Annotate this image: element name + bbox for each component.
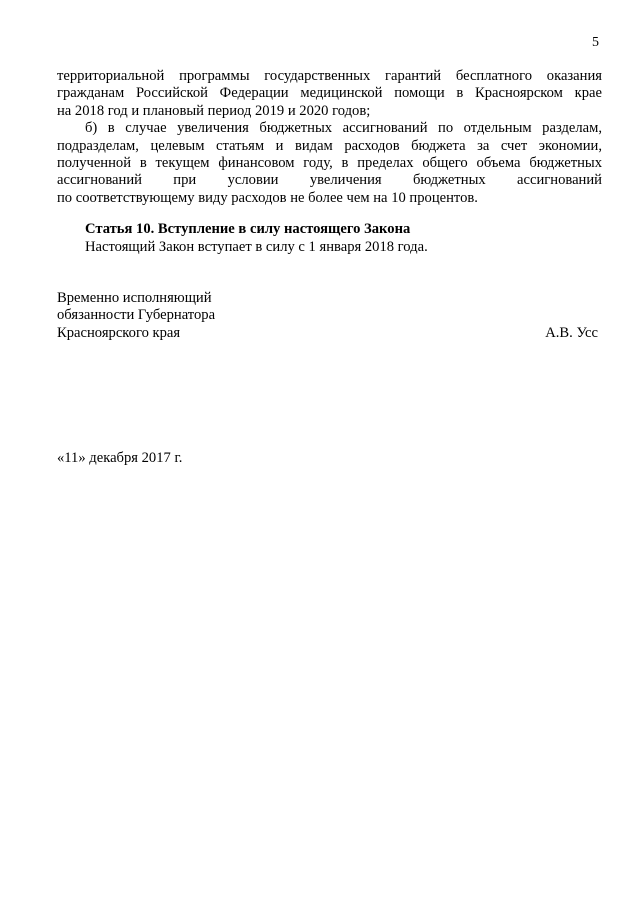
article-10-text: Настоящий Закон вступает в силу с 1 января 2018 года. bbox=[85, 239, 428, 255]
paragraph-line: территориальной программы государственных гарантий бесплатного оказания bbox=[57, 68, 602, 84]
signer-name: А.В. Усс bbox=[545, 324, 598, 341]
continuation-paragraph bbox=[57, 68, 602, 120]
signer-title-line: Временно исполняющий bbox=[57, 290, 212, 306]
paragraph-line: полученной в текущем финансовом году, в пределах общего объема бюджетных bbox=[57, 155, 602, 171]
signer-title-line: Красноярского края bbox=[57, 324, 181, 341]
paragraph-b bbox=[57, 120, 602, 207]
paragraph-line: на 2018 год и плановый период 2019 и 2020 годов; bbox=[57, 102, 371, 119]
signature-block bbox=[57, 290, 602, 342]
paragraph-line: по соответствующему виду расходов не более чем на 10 процентов. bbox=[57, 189, 478, 206]
signer-title-line: обязанности Губернатора bbox=[57, 307, 216, 324]
signing-date: «11» декабря 2017 г. bbox=[57, 450, 183, 466]
paragraph-line: гражданам Российской Федерации медицинской помощи в Красноярском крае bbox=[57, 85, 602, 102]
paragraph-line: ассигнований при условии увеличения бюджетных ассигнований bbox=[57, 172, 602, 189]
paragraph-line: б) в случае увеличения бюджетных ассигнований по отдельным разделам, bbox=[85, 120, 602, 137]
article-10-heading: Статья 10. Вступление в силу настоящего Закона bbox=[85, 221, 411, 237]
paragraph-line: подразделам, целевым статьям и видам расходов бюджета за счет экономии, bbox=[57, 137, 602, 154]
page-number: 5 bbox=[592, 35, 599, 50]
